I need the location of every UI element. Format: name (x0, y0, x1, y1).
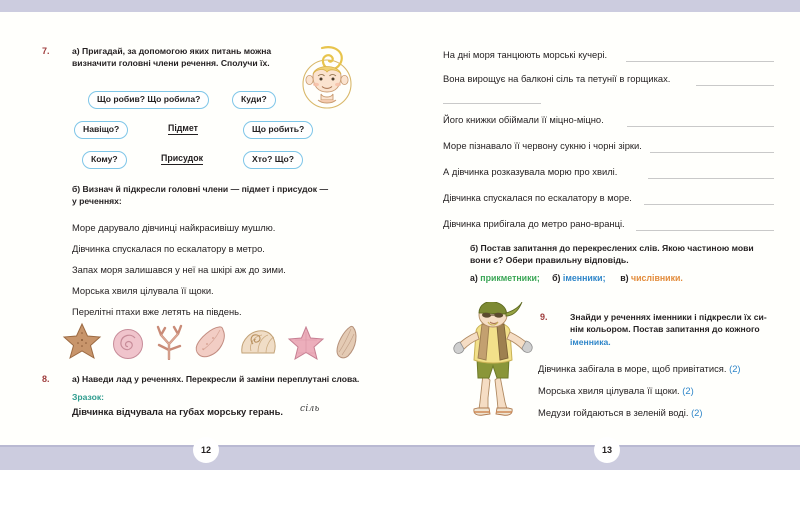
chip-2[interactable]: Навіщо? (74, 121, 128, 139)
writing-line-1a[interactable] (696, 85, 774, 86)
ex9-sentence-0-text: Дівчинка забігала в море, щоб привітатися. (538, 363, 727, 374)
exercise-7-instruction-a-line1: а) Пригадай, за допомогою яких питань можна (72, 46, 272, 56)
exercise-8b-options (470, 273, 683, 283)
ex9-sentence-2 (538, 407, 703, 419)
writing-line-2[interactable] (627, 126, 774, 127)
conch-shell-icon (193, 324, 229, 360)
scallop-shell-icon (238, 326, 278, 360)
ex8-right-sentence-0: На дні моря танцюють морські кучері. (443, 49, 608, 60)
bottom-decorative-band (0, 445, 800, 470)
exercise-8-number: 8. (42, 374, 50, 384)
exercise-8b-instruction (470, 242, 770, 267)
top-decorative-band (0, 0, 800, 12)
starfish-pink-icon (287, 326, 325, 360)
ex9-sentence-2-count: (2) (691, 407, 703, 418)
sample-label: Зразок: (72, 392, 104, 402)
option-a-word[interactable]: прикметники; (480, 273, 540, 283)
option-c-word[interactable]: числівники. (631, 273, 683, 283)
writing-line-0[interactable] (626, 61, 774, 62)
chip-0[interactable]: Що робив? Що робила? (88, 91, 209, 109)
chip-4[interactable]: Кому? (82, 151, 127, 169)
exercise-7-instruction-b-line1: б) Визнач й підкресли головні члени — підмет і присудок — (72, 184, 329, 194)
ex8-right-sentence-4: А дівчинка розказувала морю про хвилі. (443, 166, 618, 177)
ex9-sentence-1-count: (2) (682, 385, 694, 396)
writing-line-3[interactable] (650, 152, 774, 153)
ex8-right-sentence-2: Його книжки обіймали її міцно-міцно. (443, 114, 604, 125)
exercise-8-instruction-a: а) Наведи лад у реченнях. Перекресли й заміни переплутані слова. (72, 374, 360, 384)
exercise-7-instruction-a-line2: визначити головні члени речення. Сполучи їх. (72, 58, 270, 69)
spiral-shell-pink-icon (111, 327, 145, 360)
exercise-9-instruction-line1: Знайди у реченнях іменники і підкресли їх си- (570, 312, 767, 322)
exercise-8b-instruction-line2: вони є? Обери правильну відповідь. (470, 255, 629, 266)
exercise-8b-instruction-line1: б) Постав запитання до перекреслених слів. Якою частиною мови (470, 243, 754, 253)
sample-handwriting-answer: сіль (300, 404, 320, 414)
term-pidmet[interactable]: Підмет (168, 123, 198, 133)
option-c-letter: в) (620, 273, 629, 283)
bottom-band-highlight (0, 445, 800, 447)
ex9-sentence-0 (538, 363, 741, 375)
shells-decoration-row (62, 322, 360, 360)
term-prysudok[interactable]: Присудок (161, 153, 204, 163)
option-b-letter: б) (552, 273, 561, 283)
starfish-brown-icon (62, 322, 102, 360)
ex9-sentence-1 (538, 385, 694, 397)
cone-shell-icon (334, 325, 360, 360)
exercise-7-instruction-b-line2: у реченнях: (72, 196, 122, 207)
ex9-sentence-0-count: (2) (729, 363, 741, 374)
page-number-left: 12 (193, 437, 219, 463)
exercise-7-number: 7. (42, 46, 50, 56)
ex7-sentence-3: Морська хвиля цілувала її щоки. (72, 285, 214, 296)
ex8-right-sentence-3: Море пізнавало її червону сукню і чорні зірки. (443, 140, 642, 151)
chip-3[interactable]: Що робить? (243, 121, 313, 139)
exercise-7-instruction-a (72, 45, 287, 70)
exercise-7-instruction-b (72, 183, 362, 208)
chip-5[interactable]: Хто? Що? (243, 151, 303, 169)
exercise-9-instruction (570, 311, 775, 348)
coral-icon (154, 322, 184, 360)
ex7-sentence-0: Море дарувало дівчинці найкрасивішу мушлю. (72, 222, 276, 233)
ex8-right-sentence-6: Дівчинка прибігала до метро рано-вранці. (443, 218, 625, 229)
writing-line-1b[interactable] (443, 103, 541, 104)
exercise-9-instruction-line3: іменника. (570, 336, 611, 347)
exercise-9-instruction-line2: нім кольором. Постав запитання до кожного (570, 324, 760, 335)
girl-head-illustration (296, 42, 358, 115)
writing-line-6[interactable] (636, 230, 774, 231)
ex7-sentence-4: Перелітні птахи вже летять на південь. (72, 306, 242, 317)
ex9-sentence-1-text: Морська хвиля цілувала її щоки. (538, 385, 680, 396)
option-b-word[interactable]: іменники; (562, 273, 606, 283)
sample-sentence: Дівчинка відчувала на губах морську герань. (72, 406, 283, 417)
ex8-right-sentence-1: Вона вирощує на балконі сіль та петунії в горщиках. (443, 73, 671, 84)
exercise-9-number: 9. (540, 312, 548, 322)
ex7-sentence-2: Запах моря залишався у неї на шкірі аж до зими. (72, 264, 286, 275)
writing-line-5[interactable] (644, 204, 774, 205)
writing-line-4[interactable] (648, 178, 774, 179)
ex9-sentence-2-text: Медузи гойдаються в зеленій воді. (538, 407, 689, 418)
boy-cartoon-illustration (452, 302, 534, 425)
ex8-right-sentence-5: Дівчинка спускалася по ескалатору в море. (443, 192, 632, 203)
option-a-letter: а) (470, 273, 478, 283)
page-number-right: 13 (594, 437, 620, 463)
ex7-sentence-1: Дівчинка спускалася по ескалатору в метро. (72, 243, 265, 254)
chip-1[interactable]: Куди? (232, 91, 276, 109)
